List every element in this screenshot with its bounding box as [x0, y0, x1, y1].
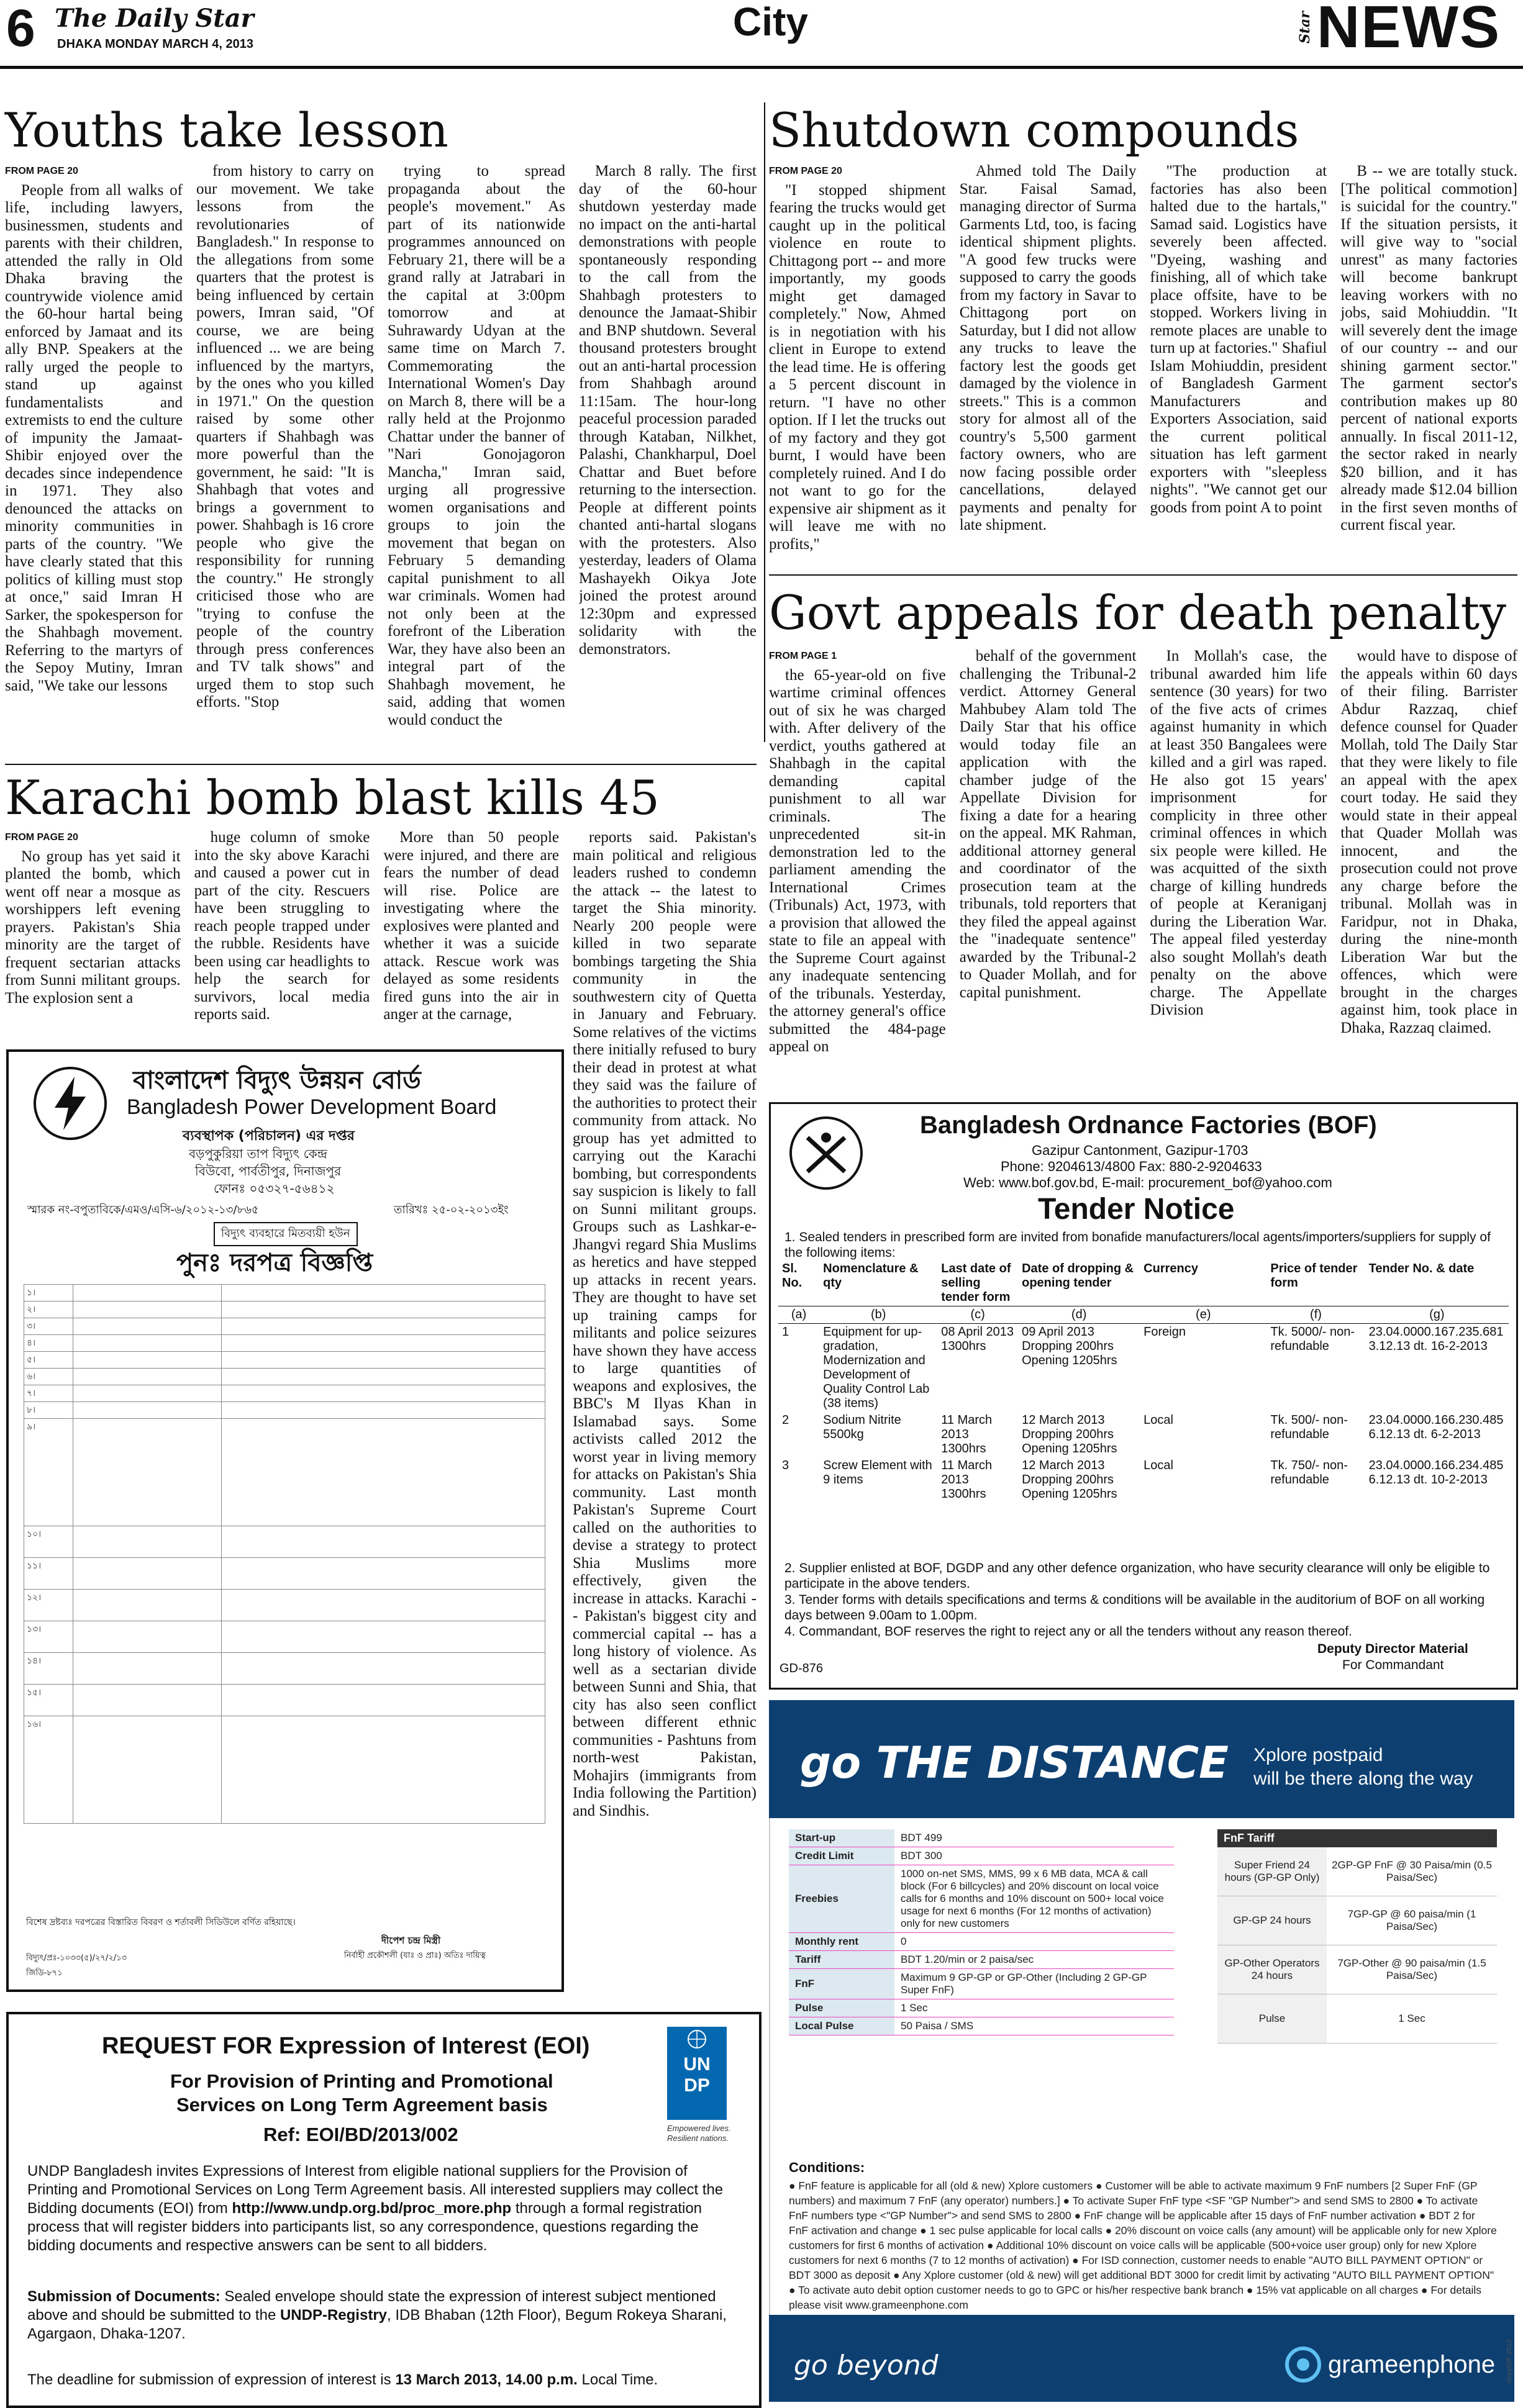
bof-header-cell: Price of tender form	[1266, 1261, 1365, 1306]
undp-subtitle-1: For Provision of Printing and Promotional	[170, 2070, 553, 2092]
bpdb-row-value	[222, 1352, 545, 1369]
bpdb-row-label	[73, 1558, 222, 1590]
bpdb-address: বিউবো, পার্বতীপুর, দিনাজপুর	[195, 1164, 342, 1179]
dateline: DHAKA MONDAY MARCH 4, 2013	[57, 37, 253, 51]
gp-tariff-label: Start-up	[789, 1829, 894, 1847]
bpdb-table-row	[24, 1685, 545, 1716]
bof-table-cell: 23.04.0000.167.235.681 3.12.13 dt. 16-2-2013	[1368, 1325, 1504, 1353]
article-youths	[5, 163, 757, 746]
bof-header-cell: Last date of selling tender form	[937, 1261, 1018, 1306]
gp-tariff-label: Credit Limit	[789, 1847, 894, 1865]
bof-header-cell: Tender No. & date	[1365, 1261, 1509, 1306]
article-text: from history to carry on our movement. We take lessons from the revolutionaries of Bangladesh." In response to the allegations from some quarters that the protest is being influenced by certain powers, Imran said, "Of course, we are being influenced ... we are being influenced by the martyrs, by the ones who you killed in 1971." On the question raised by some other quarters if Shahbagh was more powerful than the government, he said: "It is Shahbagh that votes and brings a government to power. Shahbagh is 16 crore people who give the responsibility for running the country." He strongly criticised those who are "trying to confuse the people of the country through press conferences and TV talk shows" and urged them to stop such efforts. "Stop	[196, 163, 374, 710]
jump-label: FROM PAGE 20	[5, 832, 78, 843]
article-text: "The production at factories has also been halted due to the hartals," Samad said. Logistics have severely been affected. "Dyeing, washing and finishing, all of which take place offsite, have to be stopped. Workers living in remote places are unable to turn up at factories." Shafiul Islam Mohiuddin, president of Bangladesh Garment Manufacturers and Exporters Association, said the current political situation has left garment exporters with "sleepless nights". "We cannot get our goods from point A to point	[1150, 163, 1327, 516]
bpdb-title-bn: বাংলাদেশ বিদ্যুৎ উন্নয়ন বোর্ড	[133, 1066, 421, 1095]
gp-tariff-value: Maximum 9 GP-GP or GP-Other (Including 2 GP-GP Super FnF)	[894, 1969, 1174, 1999]
bof-table-cell: Equipment for up-gradation, Modernization and Development of Quality Control Lab (38 items)	[823, 1325, 930, 1410]
bof-letter-cell: (g)	[1365, 1306, 1509, 1324]
gp-tariff-row	[789, 1865, 1174, 1933]
bpdb-ref: বিদ্যুৎ/প্রঃ-১০৩৩(৫)/২৭/২/১৩	[26, 1953, 127, 1963]
gp-body	[769, 1818, 1514, 2315]
paper-name: The Daily Star	[55, 4, 254, 33]
gp-fnf-label: Super Friend 24 hours (GP-GP Only)	[1217, 1847, 1327, 1896]
bpdb-row-value	[222, 1526, 545, 1558]
gp-tariff-value: 0	[894, 1933, 1174, 1951]
article-text: trying to spread propaganda about the people's movement." As part of its nationwide programmes announced on February 21, there will be a grand rally at Jatrabari in the capital at 3:00pm tomorrow and at Suhrawardy Udyan at the same time on March 7. Commemorating the International Women's Day on March 8, there will be a rally held at the Projonmo Chattar under the banner of "Nari Gonojagoron Mancha," Imran said, urging all progressive women organisations and groups to join the movement that began on February 5 demanding capital punishment to all war criminals. Women had not only been at the forefront of the Liberation War, they have also been an integral part of the Shahbagh movement, he said, adding that women would conduct the	[388, 163, 565, 728]
gp-fnf-title: FnF Tariff	[1217, 1829, 1497, 1847]
bof-intro: 1. Sealed tenders in prescribed form are invited from bonafide manufacturers/local agents/importers/suppliers for supply of the following items:	[784, 1230, 1491, 1260]
bpdb-table-row	[24, 1369, 545, 1385]
bof-header-row	[778, 1261, 1509, 1306]
divider	[5, 764, 757, 765]
bpdb-row-label	[73, 1653, 222, 1685]
headline-youths: Youths take lesson	[5, 102, 448, 158]
gp-tariff-value: 50 Paisa / SMS	[894, 2017, 1174, 2035]
gp-tariff-row	[789, 1999, 1174, 2017]
headline-karachi: Karachi bomb blast kills 45	[5, 770, 660, 825]
gp-tariff-row	[789, 1847, 1174, 1865]
bpdb-row-label	[73, 1352, 222, 1369]
bpdb-row-value	[222, 1653, 545, 1685]
bpdb-row-value	[222, 1335, 545, 1352]
bof-table-cell: Local	[1143, 1459, 1173, 1472]
bpdb-row-number: ৪।	[24, 1335, 73, 1352]
bpdb-row-value	[222, 1685, 545, 1716]
gp-conditions: ● FnF feature is applicable for all (old & new) Xplore customers ● Customer will be able to activate maximum 9 FnF numbers [2 Super FnF (GP numbers) and maximum 7 FnF (any operator) numbers.] ● To activate Super FnF type <SF "GP Number"> and send SMS to 2800 ● To activate FnF numbers type <"GP Number"> and send SMS to 2800 ● FnF change will be applicable after 15 days of FnF number activation ● BDT 2 for FnF activation and change ● 1 sec pulse applicable for local calls ● 20% discount on voice calls (any amount) will be applicable only for new Xplore customers for first 6 months of activation ● Additional 10% discount on voice calls will be applicable (500+voice user group) only for new Xplore customers for next 6 months (7 to 12 months of activation) ● For ISD connection, customer needs to enable "AUTO BILL PAYMENT OPTION" or BDT 3000 as deposit ● Any Xplore customer (old & new) will get additional BDT 3000 for credit limit by activating "AUTO BILL PAYMENT OPTION" ● To activate auto debit option customer needs to go to GPC or his/her respective bank branch ● 15% vat applicable on all charges ● For details please visit www.grameenphone.com	[789, 2179, 1497, 2311]
gp-tariff-label: FnF	[789, 1969, 894, 1999]
bof-note-4: 4. Commandant, BOF reserves the right to reject any or all the tenders without any reason thereof.	[784, 1624, 1352, 1639]
bpdb-table	[24, 1284, 545, 1824]
gp-tariff-label: Freebies	[789, 1865, 894, 1933]
undp-submission-text-2: , IDB Bhaban (12th Floor), Begum Rokeya Sharani, Agargaon, Dhaka-1207.	[27, 2307, 727, 2342]
bpdb-row-label	[73, 1685, 222, 1716]
gp-fnf-value: 2GP-GP FnF @ 30 Paisa/min (0.5 Paisa/Sec)	[1327, 1847, 1497, 1896]
bpdb-row-label	[73, 1385, 222, 1402]
undp-tagline-2: Resilient nations.	[667, 2134, 729, 2143]
bof-table-cell: 12 March 2013 Dropping 200hrs Opening 1205hrs	[1022, 1413, 1117, 1455]
undp-deadline	[27, 2371, 742, 2389]
gp-brand: grameenphone	[1328, 2351, 1496, 2378]
bof-table-cell: 23.04.0000.166.234.485 6.12.13 dt. 10-2-2013	[1368, 1459, 1504, 1487]
bof-table-cell: Sodium Nitrite 5500kg	[823, 1413, 901, 1441]
article-shutdown	[769, 163, 1517, 566]
bpdb-row-value	[222, 1419, 545, 1526]
gp-promo-2: will be there along the way	[1253, 1768, 1473, 1789]
bof-table-cell: 12 March 2013 Dropping 200hrs Opening 1205hrs	[1022, 1459, 1117, 1501]
undp-submission-label: Submission of Documents:	[27, 2288, 220, 2305]
bof-letter-cell: (b)	[819, 1306, 937, 1324]
bof-table-cell: 1	[782, 1325, 789, 1339]
bof-table-row	[778, 1412, 1509, 1457]
gp-tariff-value: BDT 1.20/min or 2 paisa/sec	[894, 1951, 1174, 1969]
gp-side-code: Grey/GP 2013	[1506, 2339, 1513, 2383]
un-emblem-icon	[667, 2027, 727, 2052]
bolt-icon	[36, 1069, 104, 1138]
bpdb-row-value	[222, 1621, 545, 1653]
undp-eoi-ad	[6, 2012, 762, 2408]
bpdb-row-number: ৬।	[24, 1369, 73, 1385]
bpdb-row-number: ১৩।	[24, 1621, 73, 1653]
article-text: behalf of the government challenging the Tribunal-2 verdict. Attorney General Mahbubey Alam told The Daily Star that his office would today file an application with the chamber judge of the Appellate Division for fixing a date for a hearing on the appeal. MK Rahman, additional attorney general and coordinator of the prosecution team at the tribunals, told reporters that they filed the appeal against the "inadequate sentence" awarded by the Tribunal-2 to Quader Mollah, and for capital punishment.	[959, 648, 1137, 1001]
bof-sign-2: For Commandant	[1342, 1658, 1444, 1672]
bof-header-cell: Date of dropping & opening tender	[1018, 1261, 1140, 1306]
grameenphone-ad	[769, 1700, 1514, 2402]
section-brand: NEWS	[1317, 0, 1501, 60]
gp-fnf-row	[1217, 1945, 1497, 1994]
bpdb-table-row	[24, 1621, 545, 1653]
bpdb-row-number: ৮।	[24, 1402, 73, 1419]
bpdb-row-label	[73, 1419, 222, 1526]
undp-submission-text: Sealed envelope should state the expression of interest subject mentioned above and should be submitted to the	[27, 2288, 716, 2324]
bpdb-slogan: বিদ্যুৎ ব্যবহারে মিতব্যয়ী হউন	[214, 1222, 358, 1246]
gp-slogan: go THE DISTANCE	[800, 1737, 1229, 1788]
bpdb-table-row	[24, 1335, 545, 1352]
bof-table-cell: Local	[1143, 1413, 1173, 1427]
article-karachi	[5, 829, 559, 1028]
gp-fnf-label: GP-GP 24 hours	[1217, 1896, 1327, 1945]
section-name: City	[733, 0, 808, 44]
gp-fnf-value: 1 Sec	[1327, 1994, 1497, 2044]
bpdb-row-number: ১০।	[24, 1526, 73, 1558]
article-govt	[769, 648, 1517, 1082]
bpdb-row-label	[73, 1285, 222, 1301]
crossed-swords-icon	[792, 1119, 860, 1187]
gp-fnf-value: 7GP-Other @ 90 paisa/min (1.5 Paisa/Sec)	[1327, 1945, 1497, 1994]
gp-conditions-title: Conditions:	[789, 2160, 865, 2175]
gp-tariff-value: BDT 499	[894, 1829, 1174, 1847]
bpdb-row-value	[222, 1285, 545, 1301]
article-text: Ahmed told The Daily Star. Faisal Samad, managing director of Surma Garments Ltd, too, is facing identical shipment plights. "A good few trucks were supposed to carry the goods from my factory in Savar to Chittagong port on Saturday, but I did not allow any trucks to leave the factory lest the goods get damaged by the violence in streets." This is a common story for almost all of the country's 5,500 garment factory owners, who are now facing possible order cancellations, delayed payments and penalty for late shipment.	[959, 163, 1137, 533]
gp-banner	[769, 1700, 1514, 1818]
bpdb-table-row	[24, 1385, 545, 1402]
jump-label: FROM PAGE 1	[769, 651, 837, 661]
article-karachi-col4	[573, 829, 757, 1847]
article-text: In Mollah's case, the tribunal awarded him life sentence (30 years) for two of the five acts of crimes against humanity in which at least 350 Bangalees were killed and a girl was raped. He also got 15 years' imprisonment for complicity in three other criminal offences in which six people were killed. He was acquitted of the sixth charge of killing hundreds of people at Keraniganj during the Liberation War. The appeal filed yesterday also sought Mollah's death penalty on the above charge. The Appellate Division	[1150, 648, 1327, 1018]
gp-promo-1: Xplore postpaid	[1253, 1745, 1383, 1765]
gp-fnf-box	[1217, 1829, 1497, 2044]
undp-ref: Ref: EOI/BD/2013/002	[263, 2124, 458, 2145]
bpdb-row-value	[222, 1402, 545, 1419]
undp-deadline-text-2: Local Time.	[577, 2371, 658, 2388]
masthead-rule	[0, 66, 1523, 69]
gp-tariff-value: BDT 300	[894, 1847, 1174, 1865]
bpdb-row-value	[222, 1590, 545, 1621]
bof-table-cell: Tk. 5000/- non-refundable	[1270, 1325, 1355, 1353]
undp-title: REQUEST FOR Expression of Interest (EOI)	[102, 2033, 590, 2059]
page-number: 6	[6, 0, 35, 57]
undp-submission	[27, 2288, 742, 2343]
gp-tariff-table	[789, 1829, 1174, 2035]
bof-header-cell: Sl. No.	[778, 1261, 819, 1306]
headline-shutdown: Shutdown compounds	[769, 102, 1299, 158]
headline-govt: Govt appeals for death penalty	[769, 585, 1507, 640]
gp-fnf-table	[1217, 1847, 1497, 2044]
article-text: B -- we are totally stuck. [The political commotion] is suicidal for the country." If the situation persists, it will give way to "social unrest" as many factories will become bankrupt leaving workers with no jobs, said Mohiuddin. "It will severely dent the image of our country -- and our shining garment sector." The garment sector's contribution makes up 80 percent of national exports annually. In fiscal 2011-12, the sector raked in nearly $20 billion, and it has already made $12.04 billion in the first seven months of current fiscal year.	[1340, 163, 1517, 533]
bof-header-cell: Nomenclature & qty	[819, 1261, 937, 1306]
bof-org: Bangladesh Ordnance Factories (BOF)	[920, 1111, 1377, 1139]
bpdb-row-number: ১১।	[24, 1558, 73, 1590]
undp-registry: UNDP-Registry	[280, 2307, 387, 2324]
column-divider	[764, 102, 765, 742]
undp-tagline-1: Empowered lives.	[667, 2124, 731, 2133]
gp-tariff-label: Local Pulse	[789, 2017, 894, 2035]
gp-tariff-row	[789, 1933, 1174, 1951]
bof-tender-ad	[769, 1102, 1518, 1690]
bof-table-cell: 23.04.0000.166.230.485 6.12.13 dt. 6-2-2013	[1368, 1413, 1504, 1441]
bof-letter-cell: (a)	[778, 1306, 819, 1324]
undp-deadline-text: The deadline for submission of expression of interest is	[27, 2371, 396, 2388]
bpdb-row-number: ১২।	[24, 1590, 73, 1621]
gp-tariff-value: 1 Sec	[894, 1999, 1174, 2017]
article-text: reports said. Pakistan's main political and religious leaders rushed to condemn the attack -- the latest to target the Shia minority. Nearly 200 people were killed in two separate bombings targeting the Shia community in the southwestern city of Quetta in January and February. Some relatives of the victims there initially refused to bury their dead in protest at what they said was the failure of the authorities to protect their community from attack. No group has yet admitted to carrying out the Karachi bombing, but correspondents say suspicion is likely to fall on Sunni militant groups. Groups such as Lashkar-e-Jhangvi regard Shia Muslims as heretics and have stepped up attacks in recent years. They are thought to have set up training camps for militants and police seizures have shown they have access to large quantities of weapons and explosives, the BBC's M Ilyas Khan in Islamabad says. Some activists called 2012 the worst year in living memory for attacks on Pakistan's Shia community. Last month Pakistan's Supreme Court called on the authorities to devise a strategy to protect Shia Muslims more effectively, given the increase in attacks. Karachi -- Pakistan's biggest city and commercial capital -- has a long history of violence. As well as a sectarian divide between Sunni and Shia, that city has also seen conflict between different ethnic communities - Pashtuns from north-west Pakistan, Mohajirs (immigrants from India following the Partition) and Sindhis.	[573, 829, 757, 1819]
masthead	[0, 0, 1523, 68]
bpdb-row-value	[222, 1301, 545, 1318]
bpdb-table-row	[24, 1590, 545, 1621]
gp-tariff-row	[789, 2017, 1174, 2035]
bof-letter-cell: (c)	[937, 1306, 1018, 1324]
bof-letter-cell: (e)	[1140, 1306, 1266, 1324]
bof-note-2: 2. Supplier enlisted at BOF, DGDP and any other defence organization, who have security clearance will only be eligible to participate in the above tenders.	[784, 1561, 1490, 1591]
bpdb-table-row	[24, 1301, 545, 1318]
gp-tariff-row	[789, 1951, 1174, 1969]
bpdb-tender-ad	[6, 1049, 564, 1992]
bpdb-row-value	[222, 1318, 545, 1335]
bpdb-title-en: Bangladesh Power Development Board	[127, 1095, 497, 1119]
divider	[769, 574, 1517, 576]
bpdb-row-number: ২।	[24, 1301, 73, 1318]
article-text: "I stopped shipment fearing the trucks would get caught up in the political violence en route to Chittagong port -- and more importantly, my goods might get damaged completely." Now, Ahmed is in negotiation with his client in Europe to extend the lead time. He is offering a 5 percent discount in return. "I have no other option. If I let the trucks out of my factory and they got burnt, I would have been completely ruined. And I do not want to go for the expensive air shipment as it will leave me with no profits,"	[769, 181, 946, 553]
bpdb-row-label	[73, 1369, 222, 1385]
bof-table-cell: 11 March 2013 1300hrs	[941, 1459, 993, 1501]
bpdb-row-label	[73, 1335, 222, 1352]
jump-label: FROM PAGE 20	[769, 166, 842, 176]
bpdb-row-number: ৯।	[24, 1419, 73, 1526]
bpdb-sign-role: নির্বাহী প্রকৌশলী (যাঃ ও প্রাঃ) অতিঃ দায়িত্ব	[344, 1951, 486, 1960]
bof-title: Tender Notice	[1038, 1193, 1235, 1226]
undp-subtitle-2: Services on Long Term Agreement basis	[176, 2094, 548, 2116]
bof-table-cell: 3	[782, 1459, 789, 1472]
bof-table-cell: 08 April 2013 1300hrs	[941, 1325, 1014, 1353]
article-text: huge column of smoke into the sky above Karachi and caused a power cut in part of the city. Rescuers have been struggling to reach people trapped under the rubble. Residents have been using car headlights to help the search for survivors, local media reports said.	[194, 829, 370, 1023]
bpdb-table-row	[24, 1526, 545, 1558]
bpdb-footer-note: বিশেষ দ্রষ্টব্যঃ দরপত্রের বিস্তারিত বিবরণ ও শর্তাবলী সিডিউলে বর্ণিত রহিয়াছে।	[26, 1917, 296, 1927]
bof-letter-cell: (f)	[1266, 1306, 1365, 1324]
bpdb-row-value	[222, 1558, 545, 1590]
bpdb-row-label	[73, 1318, 222, 1335]
bpdb-phone: ফোনঃ ০৫৩২৭-৫৬৪১২	[214, 1181, 335, 1196]
bpdb-date: তারিখঃ ২৫-০২-২০১৩ইং	[394, 1203, 509, 1216]
bpdb-row-number: ৫।	[24, 1352, 73, 1369]
gp-fnf-row	[1217, 1994, 1497, 2044]
gp-fnf-row	[1217, 1896, 1497, 1945]
bpdb-ref2: জিডি-৮৭১	[26, 1968, 63, 1978]
bpdb-logo	[34, 1067, 107, 1140]
bpdb-row-number: ৩।	[24, 1318, 73, 1335]
bpdb-table-row	[24, 1352, 545, 1369]
gp-fnf-label: Pulse	[1217, 1994, 1327, 2044]
bpdb-table-row	[24, 1716, 545, 1824]
bpdb-row-value	[222, 1716, 545, 1824]
undp-logo-text: UNDP	[683, 2054, 711, 2096]
gp-fnf-row	[1217, 1847, 1497, 1896]
gp-fnf-value: 7GP-GP @ 60 paisa/min (1 Paisa/Sec)	[1327, 1896, 1497, 1945]
bof-web: Web: www.bof.gov.bd, E-mail: procurement_bof@yahoo.com	[963, 1175, 1332, 1190]
bpdb-signatory: দীপেশ চন্দ্র মিস্ত্রী	[381, 1935, 441, 1946]
bpdb-row-label	[73, 1301, 222, 1318]
gp-tariff-row	[789, 1829, 1174, 1847]
bpdb-office: ব্যবস্থাপক (পরিচালন) এর দপ্তর	[183, 1128, 355, 1144]
gp-tariff-value: 1000 on-net SMS, MMS, 99 x 6 MB data, MCA & call block (For 6 billcycles) and 20% discount on local voice calls for 6 months and 10% discount on 500+ local voice usage for next 6 months (For 12 months of activation) only for new customers	[894, 1865, 1174, 1933]
bof-table-cell: Screw Element with 9 items	[823, 1459, 932, 1487]
article-text: March 8 rally. The first day of the 60-hour shutdown yesterday made no impact on the anti-hartal demonstrations with people spontaneously responding to the call from the Shahbagh protesters to denounce the Jamaat-Shibir and BNP shutdown. Several thousand protesters brought out an anti-hartal procession from Shahbagh around 11:15am. The hour-long peaceful procession paraded through Kataban, Nilkhet, Palashi, Chankharpul, Doel Chattar and Buet before returning to the intersection. People at different points chanted anti-hartal slogans with the protesters. Also yesterday, leaders of Olama Mashayekh Oikya Jote joined the protest around 12:30pm and expressed solidarity with the demonstrators.	[579, 163, 757, 658]
bof-table-cell: 09 April 2013 Dropping 200hrs Opening 1205hrs	[1022, 1325, 1117, 1367]
bof-table-cell: 11 March 2013 1300hrs	[941, 1413, 993, 1455]
bof-table-cell: Foreign	[1143, 1325, 1186, 1339]
bof-table-cell: 2	[782, 1413, 789, 1427]
bof-phone: Phone: 9204613/4800 Fax: 880-2-9204633	[1001, 1159, 1262, 1174]
gp-footer	[769, 2315, 1514, 2402]
bpdb-row-value	[222, 1385, 545, 1402]
article-text: More than 50 people were injured, and there are fears the number of dead will rise. Police are investigating where the explosives were planted and whether it was a suicide attack. Rescue work was delayed as some residents fired guns into the air in anger at the carnage,	[383, 829, 560, 1023]
bpdb-table-row	[24, 1318, 545, 1335]
undp-body-text-2: through a formal registration process that will register bidders into participants list, so any correspondence, questions regarding the bidding documents and respective answers can be sent to all bidders.	[27, 2200, 702, 2254]
bpdb-row-value	[222, 1369, 545, 1385]
bpdb-row-number: ১৪।	[24, 1653, 73, 1685]
bpdb-table-row	[24, 1653, 545, 1685]
bpdb-table-row	[24, 1558, 545, 1590]
bpdb-row-label	[73, 1716, 222, 1824]
gp-tariff-label: Pulse	[789, 1999, 894, 2017]
jump-label: FROM PAGE 20	[5, 166, 78, 176]
bpdb-memo: স্মারক নং-বপুতাবিকে/এমও/এসি-৬/২০১২-১৩/৮৬৫	[27, 1203, 259, 1216]
telenor-icon	[1284, 2346, 1322, 2383]
bpdb-table-row	[24, 1402, 545, 1419]
gp-tariff-row	[789, 1969, 1174, 1999]
bof-header-cell: Currency	[1140, 1261, 1266, 1306]
bof-table-row	[778, 1324, 1509, 1413]
star-logo: Star	[1297, 11, 1313, 43]
bof-letter-cell: (d)	[1018, 1306, 1140, 1324]
bpdb-row-number: ১।	[24, 1285, 73, 1301]
bpdb-table-row	[24, 1419, 545, 1526]
bpdb-row-label	[73, 1526, 222, 1558]
bpdb-row-label	[73, 1621, 222, 1653]
bpdb-notice-title: পুনঃ দরপত্র বিজ্ঞপ্তি	[176, 1249, 373, 1277]
article-text: the 65-year-old on five wartime criminal offences out of six he was charged with. After delivery of the verdict, youths gathered at Shahbagh in the capital demanding capital punishment to all war criminals. The unprecedented sit-in demonstration led to the parliament amending the International Crimes (Tribunals) Act, 1973, with a provision that allowed the state to file an appeal with the Supreme Court against any inadequate sentencing of the tribunals. Yesterday, the attorney general's office submitted the 484-page appeal on	[769, 666, 946, 1055]
undp-body	[27, 2162, 742, 2255]
undp-url-link[interactable]: http://www.undp.org.bd/proc_more.php	[232, 2200, 512, 2217]
bof-table-cell: Tk. 750/- non-refundable	[1270, 1459, 1348, 1487]
bpdb-row-label	[73, 1590, 222, 1621]
bpdb-row-number: ৭।	[24, 1385, 73, 1402]
undp-logo	[667, 2027, 727, 2120]
gp-tariff-label: Tariff	[789, 1951, 894, 1969]
bpdb-table-row	[24, 1285, 545, 1301]
bof-letter-row	[778, 1306, 1509, 1324]
bof-code: GD-876	[780, 1662, 824, 1675]
gp-fnf-label: GP-Other Operators 24 hours	[1217, 1945, 1327, 1994]
bof-note-3: 3. Tender forms with details specifications and terms & conditions will be available in the auditorium of BOF on all working days between 9.00am to 1.00pm.	[784, 1593, 1485, 1623]
undp-deadline-date: 13 March 2013, 14.00 p.m.	[395, 2371, 578, 2388]
gp-go-beyond: go beyond	[794, 2350, 939, 2381]
bof-table-cell: Tk. 500/- non-refundable	[1270, 1413, 1348, 1441]
undp-body-text: UNDP Bangladesh invites Expressions of Interest from eligible national suppliers for the Provision of Printing and Promotional Services on Long Term Agreement basis. All interested suppliers may collect the Bidding documents (EOI) from	[27, 2163, 724, 2217]
article-text: No group has yet said it planted the bomb, which went off near a mosque as worshippers left evening prayers. Pakistan's Shia minority are the target of frequent sectarian attacks from Sunni militant groups. The explosion sent a	[5, 848, 181, 1007]
gp-tariff-label: Monthly rent	[789, 1933, 894, 1951]
bof-table-row	[778, 1457, 1509, 1503]
bof-sign-1: Deputy Director Material	[1317, 1642, 1468, 1656]
article-text: People from all walks of life, including lawyers, businessmen, students and parents with their children, attended the rally in Old Dhaka braving the countrywide violence amid the 60-hour hartal being enforced by Jamaat and its ally BNP. Speakers at the rally urged the people to stand up against fundamentalists and extremists to end the culture of impunity the Jamaat-Shibir enjoyed over the decades since independence in 1971. They also denounced the attacks on minority communities in parts of the country. "We have clearly stated that this politics of killing must stop at once," said Imran H Sarker, the spokesperson for the Shahbagh movement. Referring to the martyrs of the Sepoy Mutiny, Imran said, "We take our lessons	[5, 181, 183, 694]
bpdb-plant: বড়পুকুরিয়া তাপ বিদ্যুৎ কেন্দ্র	[189, 1146, 327, 1161]
article-text: would have to dispose of the appeals within 60 days of their filing. Barrister Abdur Razzaq, chief defence counsel for Quader Mollah, told The Daily Star that they were likely to file an appeal with the apex court today. He said they would state in their appeal that Quader Mollah was innocent, and the prosecution could not prove any charge before the tribunal. Mollah was in Faridpur, not in Dhaka, during the nine-month Liberation War but the offences, which were brought in the charges against him, took place in Dhaka, Razzaq claimed.	[1340, 648, 1517, 1036]
bpdb-row-number: ১৫।	[24, 1685, 73, 1716]
bof-address: Gazipur Cantonment, Gazipur-1703	[1032, 1143, 1248, 1158]
bpdb-row-label	[73, 1402, 222, 1419]
bof-table	[778, 1261, 1509, 1503]
bof-emblem	[789, 1116, 863, 1190]
bpdb-row-number: ১৬।	[24, 1716, 73, 1824]
